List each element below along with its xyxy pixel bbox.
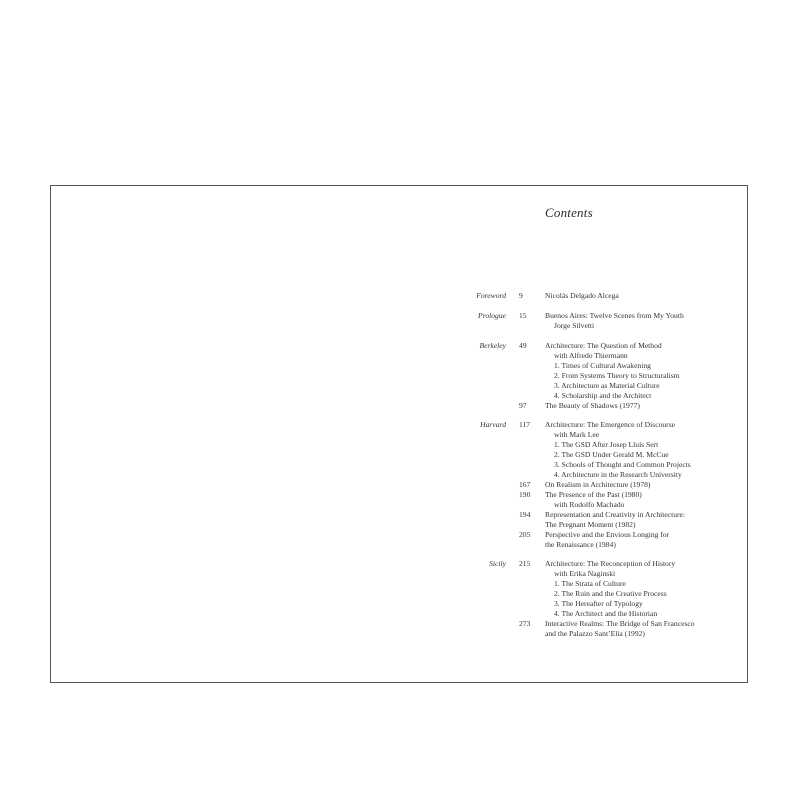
entry-title: Perspective and the Envious Longing for: [545, 530, 670, 539]
page-number: 97: [519, 401, 527, 410]
list-item: 3. Architecture as Material Culture: [554, 381, 660, 390]
page-number: 49: [519, 341, 527, 350]
section-label-foreword: Foreword: [476, 291, 506, 300]
page-number: 273: [519, 619, 531, 628]
entry-author: with Alfredo Thiermann: [554, 351, 628, 360]
page-number: 117: [519, 420, 531, 429]
section-label-berkeley: Berkeley: [479, 341, 506, 350]
entry-author: with Rodolfo Machado: [554, 500, 625, 509]
entry-title: The Beauty of Shadows (1977): [545, 401, 640, 410]
list-item: 2. From Systems Theory to Structuralism: [554, 371, 680, 380]
list-item: 1. Times of Cultural Awakening: [554, 361, 651, 370]
list-item: 3. The Hereafter of Typology: [554, 599, 643, 608]
section-label-prologue: Prologue: [478, 311, 506, 320]
page-number: 194: [519, 510, 531, 519]
entry-title: Buenos Aires: Twelve Scenes from My Youth: [545, 311, 684, 320]
entry-author: with Erika Naginski: [554, 569, 616, 578]
page-number: 15: [519, 311, 527, 320]
entry-title-continued: and the Palazzo Sant’Elia (1992): [545, 629, 645, 638]
page-number: 167: [519, 480, 531, 489]
entry-title: The Presence of the Past (1980): [545, 490, 642, 499]
entry-title-continued: The Pregnant Moment (1982): [545, 520, 636, 529]
page-number: 9: [519, 291, 523, 300]
entry-author: with Mark Lee: [554, 430, 600, 439]
list-item: 4. Scholarship and the Architect: [554, 391, 652, 400]
page-number: 215: [519, 559, 531, 568]
section-label-harvard: Harvard: [480, 420, 506, 429]
entry-title: Architecture: The Emergence of Discourse: [545, 420, 676, 429]
list-item: 3. Schools of Thought and Common Projects: [554, 460, 691, 469]
list-item: 1. The GSD After Josep Lluís Sert: [554, 440, 659, 449]
list-item: 4. Architecture in the Research University: [554, 470, 682, 479]
entry-title: Architecture: The Question of Method: [545, 341, 662, 350]
list-item: 1. The Strata of Culture: [554, 579, 626, 588]
entry-author: Jorge Silvetti: [554, 321, 595, 330]
entry-title: On Realism in Architecture (1978): [545, 480, 651, 489]
list-item: 2. The Ruin and the Creative Process: [554, 589, 667, 598]
entry-title: Representation and Creativity in Architecture:: [545, 510, 686, 519]
entry-title: Interactive Realms: The Bridge of San Francesco: [545, 619, 695, 628]
entry-title: Nicolás Delgado Alcega: [545, 291, 619, 300]
list-item: 4. The Architect and the Historian: [554, 609, 658, 618]
page-number: 190: [519, 490, 531, 499]
section-label-sicily: Sicily: [489, 559, 506, 568]
list-item: 2. The GSD Under Gerald M. McCue: [554, 450, 669, 459]
page-title: Contents: [545, 205, 593, 220]
entry-title: Architecture: The Reconception of History: [545, 559, 676, 568]
entry-title-continued: the Renaissance (1984): [545, 540, 616, 549]
page-number: 205: [519, 530, 531, 539]
